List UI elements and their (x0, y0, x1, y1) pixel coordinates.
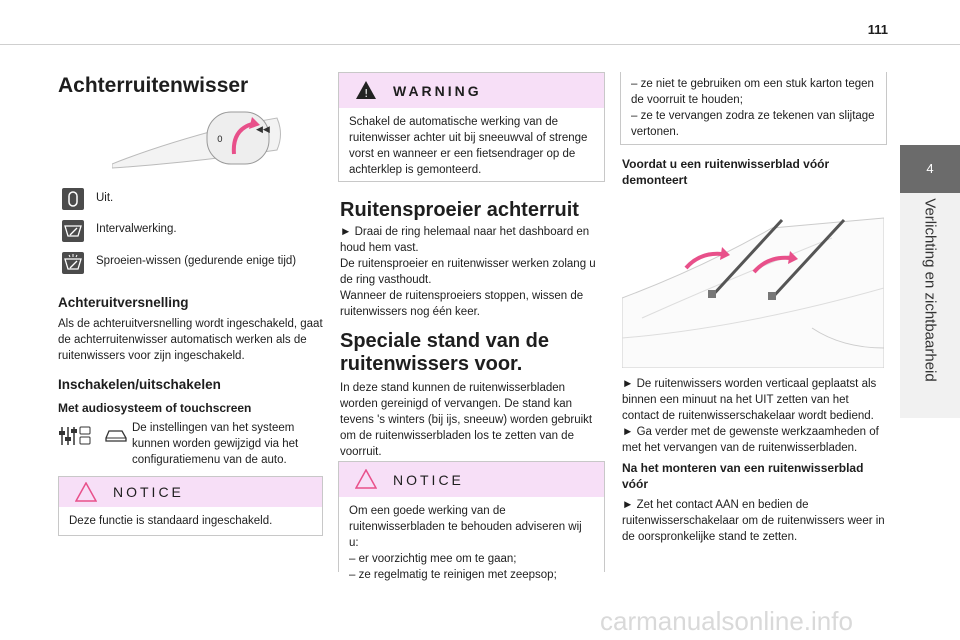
reverse-paragraph: Als de achteruitversnelling wordt ingeschakeld, gaat de achterruitenwisser automatisch werken als de ruitenwissers voor zijn ingeschakeld. (58, 318, 323, 362)
subsection-title: Achteruitversnelling (58, 295, 189, 310)
wiper-mode-spray: Sproeien-wissen (gedurende enige tijd) (96, 255, 297, 267)
section-title: Ruitensproeier achterruit (340, 199, 579, 221)
section-title: Achterruitenwisser (58, 74, 249, 97)
audio-heading: Met audiosysteem of touchscreen (58, 401, 252, 415)
notice-icon (75, 482, 97, 502)
special-paragraph: In deze stand kunnen de ruitenwisserbladen worden gereinigd of vervangen. De stand kan tevens 's winters (bij ijs, sneeuw) worden gebruikt om de ruitenwisserbladen los te zetten van de voorruit. (340, 382, 593, 458)
rear-wiper-stalk-illustration (112, 104, 287, 176)
subsection-title: Na het monteren van een ruitenwisserblad vóór (622, 461, 864, 491)
notice-text: Om een goede werking van de ruitenwisserbladen te behouden adviseren wij u: – er voorzichtig mee om te gaan; – ze regelmatig te reinigen met zeepsop; (349, 505, 582, 581)
wiper-mode-interval: Intervalwerking. (96, 223, 177, 235)
front-wipers-illustration (622, 198, 884, 368)
section-title: Speciale stand van de (340, 330, 549, 352)
car-icon (104, 426, 128, 444)
header-divider (0, 44, 960, 45)
svg-text:0: 0 (217, 135, 223, 145)
before-paragraph: ► De ruitenwissers worden verticaal geplaatst als binnen een minuut na het UIT zetten van het contact de ruitenwisserschakelaar wordt bediend. ► Ga verder met de gewenste werkzaamheden of met het vervangen van de ruitenwisserbladen. (622, 378, 879, 454)
svg-text:!: ! (364, 87, 369, 100)
settings-icon (58, 423, 98, 449)
notice-icon (355, 469, 377, 489)
wiper-mode-off: Uit. (96, 192, 114, 204)
warning-label: WARNING (393, 83, 482, 99)
chapter-tab: 4 (900, 145, 960, 193)
notice-text-continued: – ze niet te gebruiken om een stuk karton tegen de voorruit te houden; – ze te vervangen zodra ze tekenen van slijtage vertonen. (631, 78, 875, 138)
rear-washer-paragraph: ► Draai de ring helemaal naar het dashboard en houd hem vast. De ruitensproeier en ruitenwisser werken zolang u de ring vasthoudt. Wanneer de ruitensproeiers stoppen, wissen de ruitenwissers nog één keer. (340, 226, 596, 318)
notice-box (58, 476, 323, 536)
audio-paragraph: De instellingen van het systeem kunnen worden gewijzigd via het configuratiemenu van de auto. (132, 422, 299, 466)
subsection-title: Inschakelen/uitschakelen (58, 377, 221, 392)
after-paragraph: ► Zet het contact AAN en bedien de ruitenwisserschakelaar om de ruitenwissers weer in de oorspronkelijke stand te zetten. (622, 499, 885, 543)
wiper-off-icon (62, 188, 84, 210)
notice-box (338, 461, 605, 581)
notice-text: Deze functie is standaard ingeschakeld. (69, 515, 273, 527)
notice-box-continued (620, 72, 887, 145)
warning-text: Schakel de automatische werking van de ruitenwisser achter uit bij sneeuwval of strenge vorst en wanneer er een fietsendrager op de achterklep is gemonteerd. (349, 116, 588, 176)
warning-icon (355, 80, 377, 100)
svg-text:◀◀: ◀◀ (256, 125, 270, 135)
chapter-title: Verlichting en zichtbaarheid (921, 198, 939, 382)
page-number: 111 (867, 22, 888, 37)
section-title-continued: ruitenwissers voor. (340, 353, 523, 375)
warning-box (338, 72, 605, 182)
notice-label: NOTICE (393, 472, 464, 488)
notice-label: NOTICE (113, 484, 184, 500)
subsection-title: Voordat u een ruitenwisserblad vóór demonteert (622, 157, 830, 187)
watermark: carmanualsonline.info (600, 606, 853, 636)
wiper-interval-icon (62, 220, 84, 242)
wiper-spray-icon (62, 252, 84, 274)
